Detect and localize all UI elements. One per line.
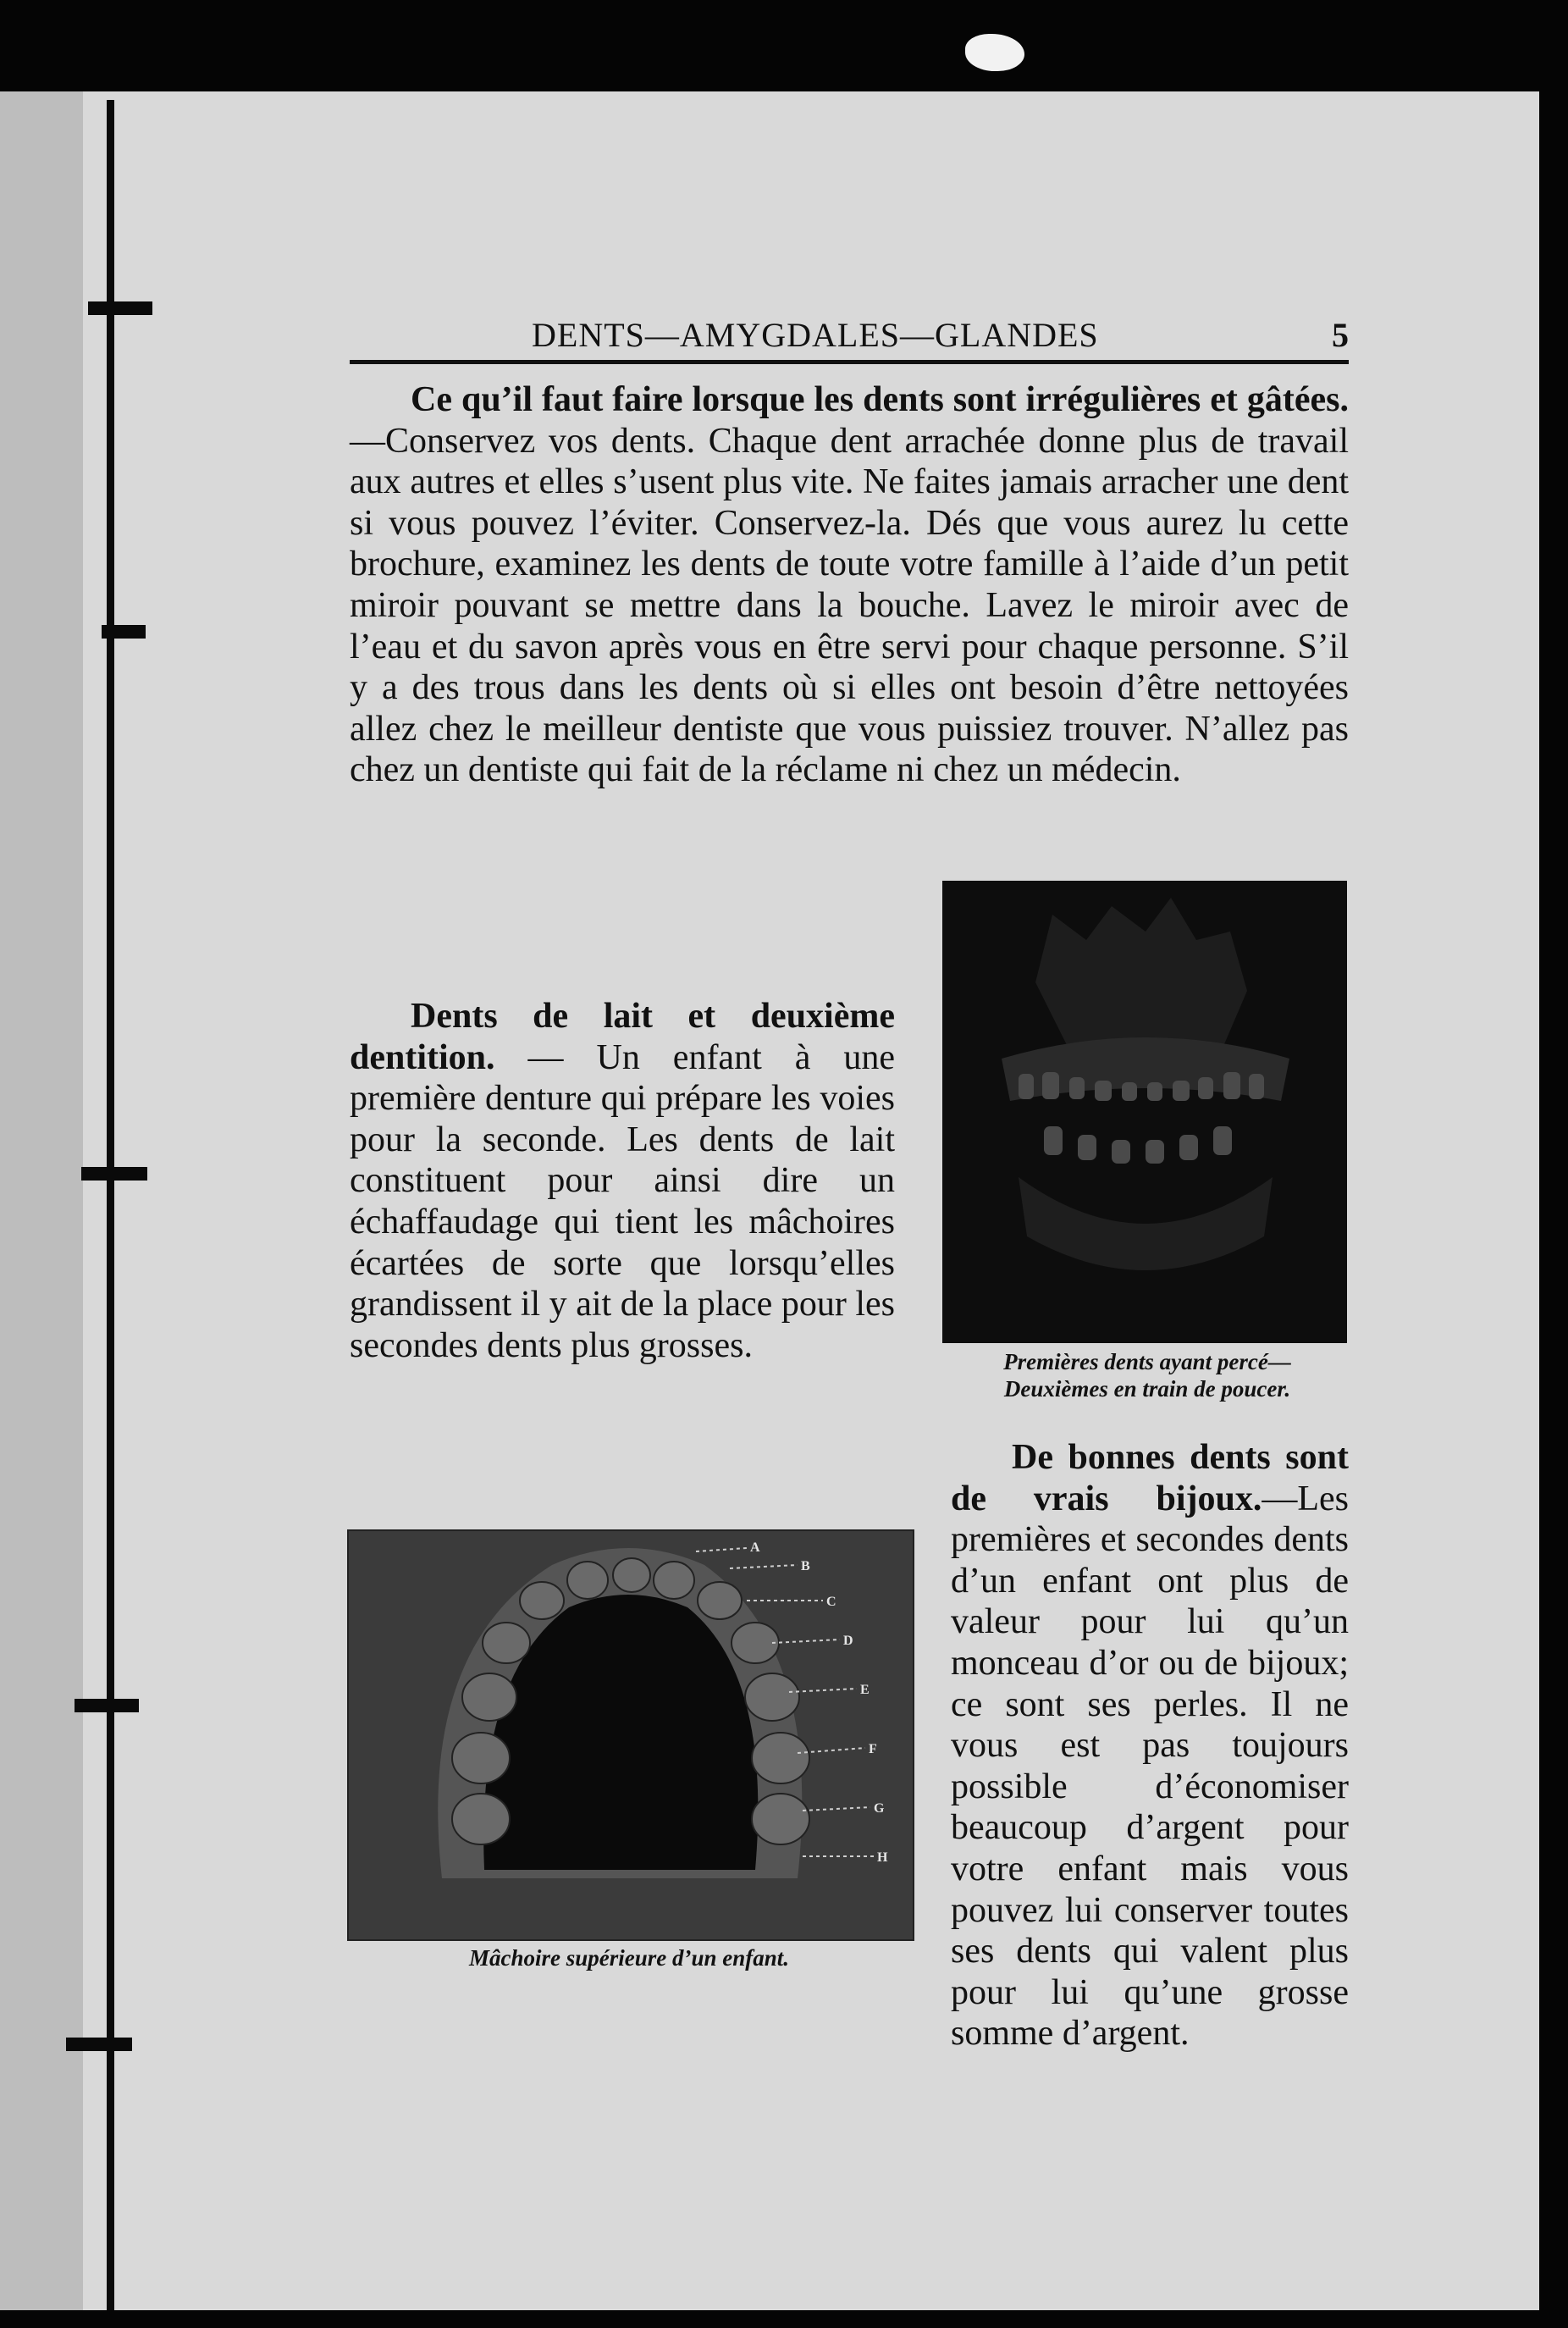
paragraph-body: —Les premières et secondes dents d’un enfant ont plus de valeur pour lui qu’un monceau d’or ou de bijoux; ce sont ses perles. Il ne vous est pas toujours possible d’économiser beaucoup d’argent pour votre enfant mais vous pouvez lui conserver toutes ses dents qui valent plus pour lui qu’une grosse somme d’argent. (951, 1479, 1349, 2054)
binding-thread (107, 100, 114, 2310)
jaw-label: H (877, 1850, 888, 1865)
jaw-photo-caption (347, 1944, 911, 1971)
binding-stitch (102, 625, 146, 639)
teeth-skull-photo (942, 881, 1347, 1343)
binding-stitch (75, 1699, 139, 1712)
paragraph-heading: Ce qu’il faut faire lorsque les dents sont irrégulières et gâtées. (411, 380, 1349, 419)
upper-jaw-photo (347, 1529, 914, 1941)
scan-speck (965, 34, 1024, 71)
jaw-label: C (826, 1595, 836, 1609)
paragraph-heading: Dents de lait et deuxième dentition. (350, 997, 895, 1077)
page-number: 5 (1332, 316, 1349, 354)
header-rule (350, 360, 1349, 364)
upper-jaw-illustration (349, 1531, 913, 1939)
jaw-label: E (860, 1683, 870, 1697)
running-head-title: DENTS—AMYGDALES—GLANDES (532, 316, 1099, 354)
paragraph-dents-de-lait (350, 996, 895, 1366)
running-head (350, 315, 1349, 366)
jaw-label: F (869, 1742, 877, 1756)
binding-stitch (88, 301, 152, 315)
paragraph-body: — Un enfant à une première denture qui prépare les voies pour la seconde. Les dents de lait constituent pour ainsi dire un échaffaudage qui tient les mâchoires écartées de sorte que lorsqu’elles grandissent il y ait de la place pour les secondes dents plus grosses. (350, 1037, 895, 1365)
paragraph-body: —Conservez vos dents. Chaque dent arrachée donne plus de travail aux autres et elles s’usent plus vite. Ne faites jamais arracher une dent si vous pouvez l’éviter. Conservez-la. Dés que vous aurez lu cette brochure, examinez les dents de toute votre famille à l’aide d’un petit miroir pouvant se mettre dans la bouche. Lavez le miroir avec de l’eau et du savon après vous en être servi pour chaque personne. S’il y a des trous dans les dents où si elles ont besoin d’être nettoyées allez chez le meilleur dentiste que vous puissiez trouver. N’allez pas chez un dentiste qui fait de la réclame ni chez un médecin. (350, 421, 1349, 790)
teeth-skull-illustration (942, 881, 1347, 1343)
caption-line: Deuxièmes en train de poucer. (1003, 1376, 1291, 1402)
caption-line: Premières dents ayant percé— (1003, 1349, 1291, 1374)
caption-line: Mâchoire supérieure d’un enfant. (468, 1945, 790, 1971)
binding-stitch (66, 2038, 132, 2051)
jaw-label: B (801, 1559, 810, 1573)
jaw-label: A (750, 1540, 760, 1555)
jaw-label: G (874, 1801, 885, 1816)
binding-stitch (81, 1167, 147, 1181)
paragraph-heading: De bonnes dents sont de vrais bijoux. (951, 1438, 1349, 1518)
jaw-label: D (843, 1634, 853, 1648)
teeth-photo-caption (931, 1348, 1363, 1402)
paragraph-conservez-vos-dents (350, 379, 1349, 791)
